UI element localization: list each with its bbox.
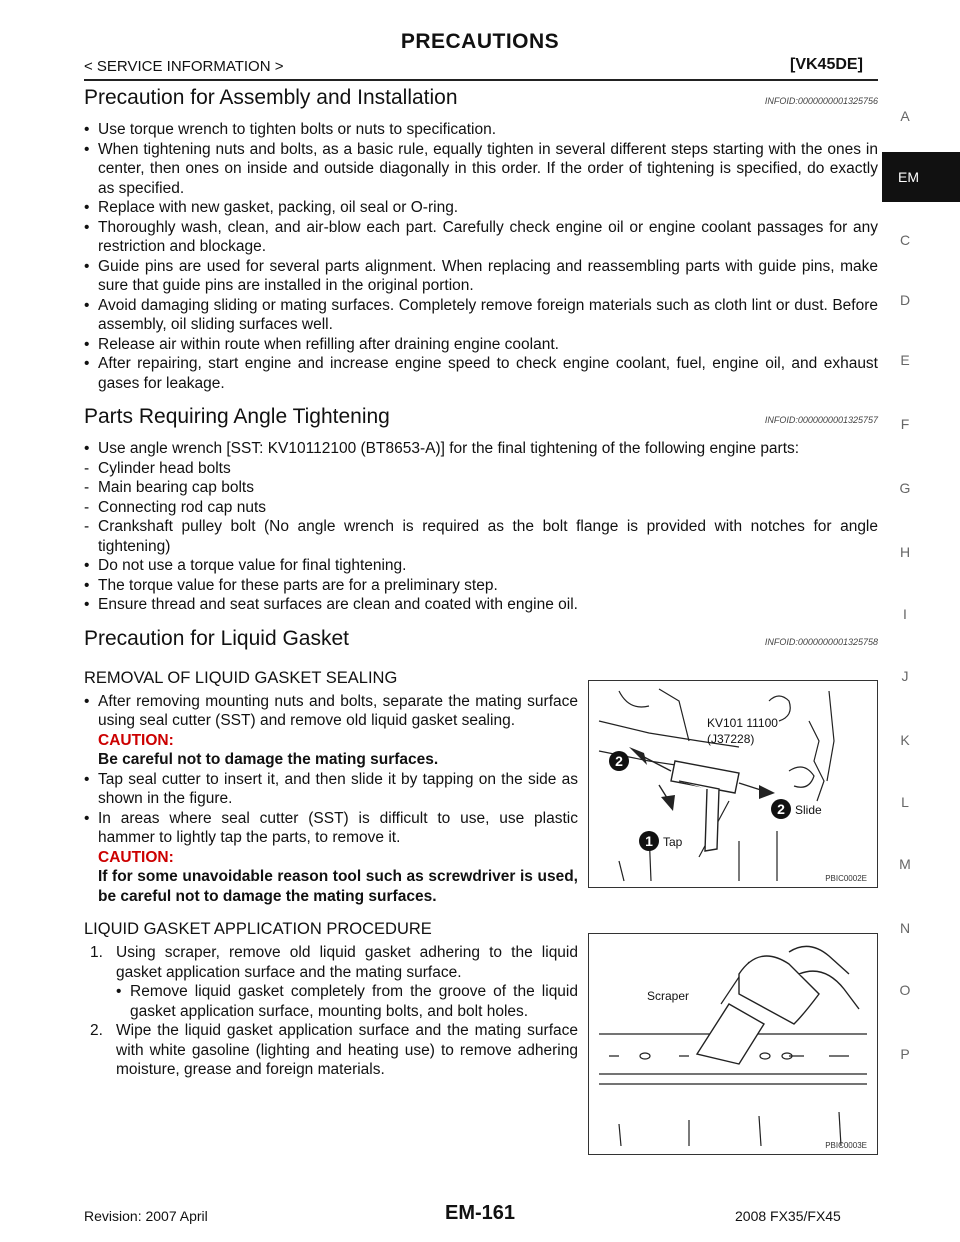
- caution-label: CAUTION:: [98, 848, 174, 866]
- list-item: • In areas where seal cutter (SST) is difficult to use, use plastic hammer to lightly tap the parts, to remove it. CAUTION: If for some unavoidable reason tool such as screwdriver is used, be careful not to damage the mating surfaces.: [84, 809, 578, 905]
- list-item: • Do not use a torque value for final tightening.: [84, 557, 407, 574]
- section-header-assembly: [84, 84, 878, 116]
- list-item: • After repairing, start engine and increase engine speed to check engine coolant, fuel, engine oil, and exhaust gases for leakage.: [84, 355, 878, 392]
- removal-heading: REMOVAL OF LIQUID GASKET SEALING: [84, 668, 398, 687]
- list-item: • Remove liquid gasket completely from the groove of the liquid gasket application surface, mounting bolts, and bolt holes.: [116, 983, 578, 1020]
- index-tab-i[interactable]: I: [903, 606, 907, 622]
- list-item: • When tightening nuts and bolts, as a basic rule, equally tighten in several different steps starting with the ones in center, then ones on inside and outside diagonally in this order. If the order of tightening is specified, do exactly as specified.: [84, 140, 878, 197]
- list-item: - Cylinder head bolts: [84, 459, 231, 477]
- index-tab-o[interactable]: O: [899, 982, 911, 998]
- slide-label: Slide: [795, 802, 822, 817]
- assembly-bullet-list: [84, 120, 878, 393]
- section-title: Parts Requiring Angle Tightening: [84, 405, 390, 428]
- removal-bullet-list: [84, 692, 578, 907]
- index-tab-m[interactable]: M: [899, 856, 911, 872]
- page-number: EM-161: [444, 1202, 516, 1224]
- breadcrumb: < SERVICE INFORMATION >: [84, 58, 284, 75]
- list-item: • Release air within route when refilling after draining engine coolant.: [84, 335, 559, 353]
- section-title: Precaution for Liquid Gasket: [84, 626, 349, 650]
- section-info-id: INFOID:0000000001325757: [764, 415, 878, 425]
- seal-cutter-illustration: [589, 681, 877, 887]
- tool-number-alt: (J37228): [707, 731, 755, 746]
- application-block: [84, 943, 878, 1150]
- removal-block: [84, 692, 878, 907]
- list-item: • Avoid damaging sliding or mating surfaces. Completely remove foreign materials such as cloth lint or dust. Before assembly, oil sliding surfaces well.: [84, 296, 878, 333]
- index-tab-d[interactable]: D: [899, 292, 911, 308]
- list-item: - Connecting rod cap nuts: [84, 498, 267, 516]
- index-tab-j[interactable]: J: [901, 668, 909, 684]
- application-step-list: [90, 943, 578, 1080]
- angle-bullet-list: [84, 439, 878, 615]
- list-item: • The torque value for these parts are for a preliminary step.: [84, 576, 498, 594]
- list-item: - Main bearing cap bolts: [84, 479, 254, 496]
- scraper-illustration: [589, 934, 877, 1154]
- vehicle-model: 2008 FX35/FX45: [735, 1208, 841, 1224]
- index-tab-f[interactable]: F: [900, 416, 910, 432]
- section-title: Precaution for Assembly and Installation: [84, 86, 458, 109]
- index-tab-k[interactable]: K: [900, 732, 910, 748]
- list-item: • Guide pins are used for several parts alignment. When replacing and reassembling parts with guide pins, make sure that guide pins are installed in the original portion.: [84, 257, 878, 294]
- figure-code: PBIC0003E: [825, 1141, 867, 1150]
- caution-label: CAUTION:: [98, 731, 174, 749]
- index-tab-g[interactable]: G: [899, 480, 911, 496]
- seal-cutter-figure: [588, 680, 878, 888]
- index-tab-l[interactable]: L: [901, 794, 909, 810]
- model-code: [VK45DE]: [790, 56, 863, 73]
- index-tab-p[interactable]: P: [900, 1046, 910, 1062]
- section-info-id: INFOID:0000000001325756: [764, 96, 878, 106]
- callout-1: 1: [645, 832, 653, 849]
- list-item: • Thoroughly wash, clean, and air-blow each part. Carefully check engine oil or engine coolant passages for any restriction and blockage.: [84, 218, 878, 255]
- scraper-label: Scraper: [647, 989, 690, 1003]
- list-item: • Replace with new gasket, packing, oil seal or O-ring.: [84, 199, 459, 216]
- list-item: • Use angle wrench [SST: KV10112100 (BT8653-A)] for the final tightening of the following engine parts:: [84, 440, 800, 457]
- index-tab-c[interactable]: C: [899, 232, 911, 248]
- page-content: [84, 84, 878, 1150]
- section-header-angle: [84, 403, 878, 435]
- list-item: • Tap seal cutter to insert it, and then slide it by tapping on the side as shown in the figure.: [84, 770, 578, 807]
- caution-text: Be careful not to damage the mating surfaces.: [98, 751, 439, 768]
- section-header-liquid: [84, 625, 878, 657]
- section-info-id: INFOID:0000000001325758: [764, 636, 878, 647]
- list-item: 2. Wipe the liquid gasket application surface and the mating surface with white gasoline (lighting and heating use) to remove adhering moisture, grease and foreign materials.: [90, 1022, 578, 1078]
- section-index: [882, 0, 960, 1242]
- revision-date: Revision: 2007 April: [84, 1208, 208, 1224]
- list-item: • Ensure thread and seat surfaces are clean and coated with engine oil.: [84, 596, 578, 613]
- figure-code: PBIC0002E: [825, 873, 867, 883]
- list-item: • Use torque wrench to tighten bolts or nuts to specification.: [84, 121, 497, 138]
- callout-2: 2: [615, 752, 623, 769]
- index-tab-em[interactable]: EM: [882, 152, 960, 202]
- header-divider: [84, 79, 878, 81]
- caution-text: If for some unavoidable reason tool such as screwdriver is used, be careful not to damage the mating surfaces.: [98, 868, 578, 905]
- tool-number: KV101 11100: [707, 715, 778, 730]
- index-tab-h[interactable]: H: [899, 544, 911, 560]
- index-tab-a[interactable]: A: [900, 108, 910, 124]
- tap-label: Tap: [663, 834, 683, 849]
- index-tab-e[interactable]: E: [900, 352, 910, 368]
- list-item: - Crankshaft pulley bolt (No angle wrench is required as the bolt flange is provided with notches for angle tightening): [84, 518, 878, 555]
- callout-2: 2: [777, 800, 785, 817]
- page-title: PRECAUTIONS: [400, 30, 560, 53]
- index-tab-n[interactable]: N: [899, 920, 911, 936]
- list-item: 1. Using scraper, remove old liquid gasket adhering to the liquid gasket application surface and the mating surface.: [90, 944, 578, 981]
- application-heading: LIQUID GASKET APPLICATION PROCEDURE: [84, 920, 432, 938]
- scraper-figure: [588, 933, 878, 1155]
- list-item: • After removing mounting nuts and bolts, separate the mating surface using seal cutter (SST) and remove old liquid gasket sealing. CAUTION: Be careful not to damage the mating surfaces.: [84, 692, 578, 768]
